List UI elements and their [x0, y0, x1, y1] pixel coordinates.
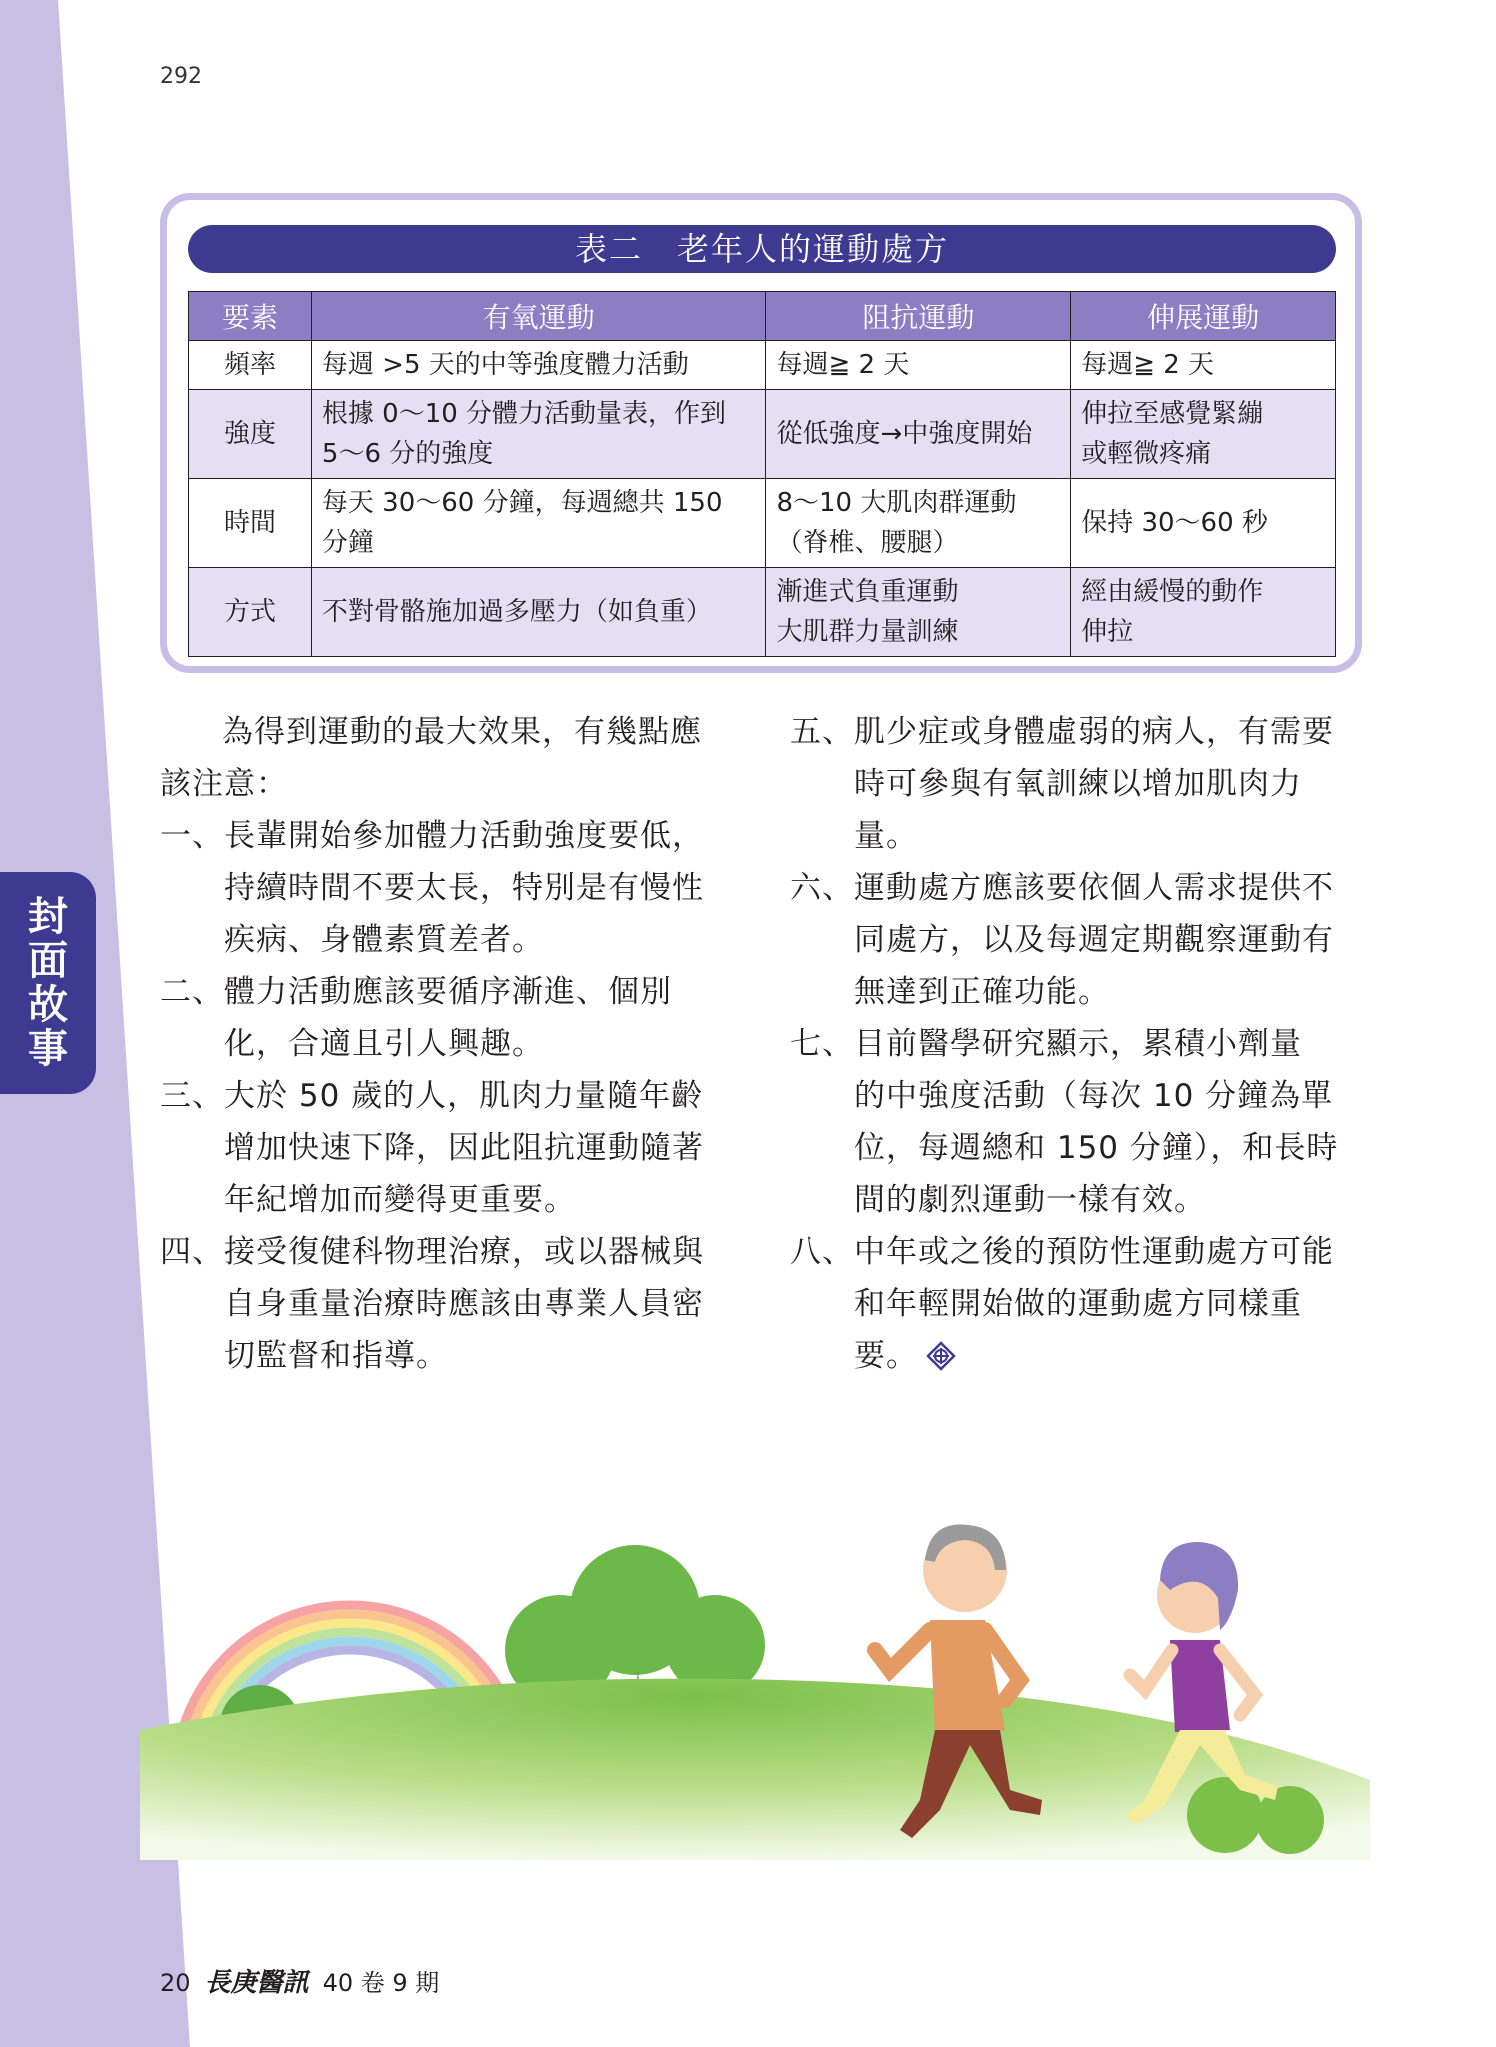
table-row [189, 341, 1336, 390]
stretch-cell: 保持 30～60 秒 [1071, 479, 1336, 568]
table-row [189, 568, 1336, 657]
list-number: 四、 [160, 1234, 224, 1270]
header-cell: 要素 [189, 292, 312, 341]
factor-cell: 強度 [189, 390, 312, 479]
header-cell: 有氧運動 [311, 292, 766, 341]
aerobic-cell: 每週 >5 天的中等強度體力活動 [311, 341, 766, 390]
intro-paragraph: 為得到運動的最大效果，有幾點應 該注意： [160, 714, 702, 802]
right-column [790, 706, 1370, 1382]
stretch-cell: 經由緩慢的動作 伸拉 [1071, 568, 1336, 657]
page-number: 292 [160, 64, 202, 89]
table-row [189, 479, 1336, 568]
stretch-cell: 伸拉至感覺緊繃 或輕微疼痛 [1071, 390, 1336, 479]
end-mark-icon [926, 1341, 956, 1371]
aerobic-cell: 根據 0～10 分體力活動量表，作到 5～6 分的強度 [311, 390, 766, 479]
list-number: 一、 [160, 818, 224, 854]
section-tab [0, 872, 96, 1094]
elderly-jogging-illustration [140, 1480, 1370, 1860]
list-item: 二、 體力活動應該要循序漸進、個別 化，合適且引人興趣。 [160, 966, 720, 1070]
table-title: 表二 老年人的運動處方 [188, 225, 1336, 273]
list-number: 六、 [790, 870, 854, 906]
list-item: 三、 大於 50 歲的人，肌肉力量隨年齡 增加快速下降，因此阻抗運動隨著 年紀增加而變得更重要。 [160, 1070, 720, 1226]
factor-cell: 時間 [189, 479, 312, 568]
resistance-cell: 漸進式負重運動 大肌群力量訓練 [766, 568, 1071, 657]
resistance-cell: 8～10 大肌肉群運動 （脊椎、腰腿） [766, 479, 1071, 568]
left-column [160, 706, 720, 1382]
section-tab-char: 面 [28, 938, 68, 984]
header-cell: 伸展運動 [1071, 292, 1336, 341]
issue-label: 40 卷 9 期 [322, 1969, 440, 1997]
table-header-row [189, 292, 1336, 341]
list-number: 八、 [790, 1234, 854, 1270]
list-number: 二、 [160, 974, 224, 1010]
page-footer [160, 1962, 439, 1999]
stretch-cell: 每週≧ 2 天 [1071, 341, 1336, 390]
list-item: 六、 運動處方應該要依個人需求提供不 同處方，以及每週定期觀察運動有 無達到正確功能。 [790, 862, 1370, 1018]
section-tab-char: 封 [28, 894, 68, 940]
factor-cell: 頻率 [189, 341, 312, 390]
footer-page-number: 20 [160, 1969, 191, 1997]
resistance-cell: 每週≧ 2 天 [766, 341, 1071, 390]
resistance-cell: 從低強度→中強度開始 [766, 390, 1071, 479]
list-item: 八、 中年或之後的預防性運動處方可能 和年輕開始做的運動處方同樣重 要。 [790, 1226, 1370, 1382]
list-number: 三、 [160, 1078, 224, 1114]
list-item: 一、 長輩開始參加體力活動強度要低， 持續時間不要太長，特別是有慢性 疾病、身體素質差者。 [160, 810, 720, 966]
factor-cell: 方式 [189, 568, 312, 657]
list-number: 五、 [790, 714, 854, 750]
header-cell: 阻抗運動 [766, 292, 1071, 341]
list-item: 四、 接受復健科物理治療，或以器械與 自身重量治療時應該由專業人員密 切監督和指導。 [160, 1226, 720, 1382]
list-number: 七、 [790, 1026, 854, 1062]
journal-name: 長庚醫訊 [204, 1968, 309, 1998]
aerobic-cell: 不對骨骼施加過多壓力（如負重） [311, 568, 766, 657]
exercise-prescription-table [188, 291, 1336, 657]
aerobic-cell: 每天 30～60 分鐘，每週總共 150 分鐘 [311, 479, 766, 568]
section-tab-char: 事 [28, 1026, 68, 1072]
list-item: 五、 肌少症或身體虛弱的病人，有需要 時可參與有氧訓練以增加肌肉力 量。 [790, 706, 1370, 862]
section-tab-char: 故 [28, 982, 68, 1028]
table-row [189, 390, 1336, 479]
list-item: 七、 目前醫學研究顯示，累積小劑量 的中強度活動（每次 10 分鐘為單 位，每週總和 150 分鐘），和長時 間的劇烈運動一樣有效。 [790, 1018, 1370, 1226]
